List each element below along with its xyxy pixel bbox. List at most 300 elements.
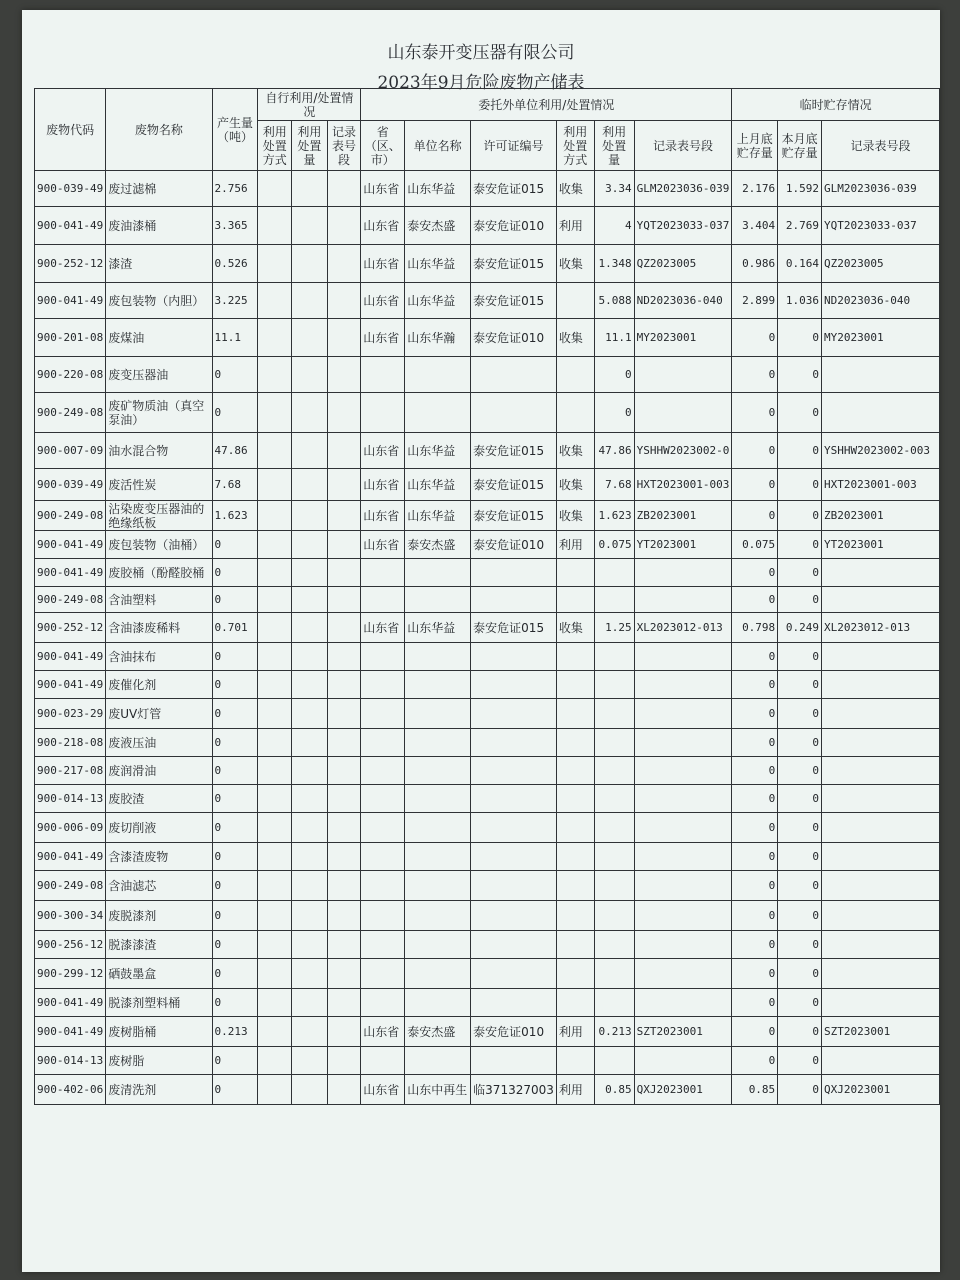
cell-method: 利用 (556, 1017, 594, 1047)
cell-record-no (634, 843, 732, 871)
cell-province (361, 393, 405, 433)
cell-self-record (327, 559, 361, 587)
cell-qty: 7.68 (594, 469, 634, 501)
cell-self-qty (292, 1017, 328, 1047)
cell-qty (594, 901, 634, 931)
cell-self-method (258, 357, 292, 393)
cell-province: 山东省 (361, 433, 405, 469)
cell-unit-name (405, 901, 471, 931)
table-row (35, 901, 940, 931)
header-entrust-group: 委托外单位利用/处置情况 (361, 89, 732, 121)
cell-qty: 0.85 (594, 1075, 634, 1105)
cell-waste-code: 900-201-08 (35, 319, 106, 357)
cell-method (556, 587, 594, 613)
cell-this-stock: 0 (778, 699, 822, 729)
cell-self-record (327, 501, 361, 531)
cell-amount: 3.225 (212, 283, 258, 319)
cell-province (361, 843, 405, 871)
cell-last-stock: 2.176 (732, 171, 778, 207)
cell-license-no (471, 757, 557, 785)
cell-self-method (258, 433, 292, 469)
cell-unit-name (405, 843, 471, 871)
cell-amount: 0 (212, 1075, 258, 1105)
cell-self-record (327, 587, 361, 613)
cell-amount: 0 (212, 901, 258, 931)
cell-province (361, 699, 405, 729)
cell-amount: 0 (212, 357, 258, 393)
cell-waste-code: 900-252-12 (35, 613, 106, 643)
header-province: 省（区、市） (361, 121, 405, 171)
table-row (35, 813, 940, 843)
cell-amount: 47.86 (212, 433, 258, 469)
cell-amount: 7.68 (212, 469, 258, 501)
cell-qty: 11.1 (594, 319, 634, 357)
table-row (35, 501, 940, 531)
cell-temp-record-no (822, 671, 940, 699)
cell-license-no: 泰安危证015 (471, 245, 557, 283)
table-row (35, 989, 940, 1017)
cell-unit-name: 山东华益 (405, 469, 471, 501)
document-title: 2023年9月危险废物产储表 (377, 73, 585, 93)
cell-license-no: 泰安危证010 (471, 1017, 557, 1047)
cell-temp-record-no (822, 959, 940, 989)
cell-last-stock: 0 (732, 843, 778, 871)
cell-amount: 0 (212, 989, 258, 1017)
cell-unit-name: 山东华益 (405, 501, 471, 531)
company-name: 山东泰开变压器有限公司 (387, 43, 575, 63)
cell-self-qty (292, 843, 328, 871)
cell-waste-name: 沾染废变压器油的绝缘纸板 (106, 501, 212, 531)
cell-record-no (634, 699, 732, 729)
cell-this-stock: 2.769 (778, 207, 822, 245)
cell-amount: 0 (212, 559, 258, 587)
cell-waste-name: 含油滤芯 (106, 871, 212, 901)
cell-self-method (258, 531, 292, 559)
cell-method (556, 729, 594, 757)
cell-last-stock: 0.075 (732, 531, 778, 559)
cell-unit-name (405, 393, 471, 433)
cell-last-stock: 0 (732, 729, 778, 757)
cell-province (361, 989, 405, 1017)
cell-province: 山东省 (361, 207, 405, 245)
cell-waste-name: 废清洗剂 (106, 1075, 212, 1105)
cell-self-qty (292, 531, 328, 559)
cell-self-qty (292, 871, 328, 901)
cell-qty (594, 871, 634, 901)
cell-self-method (258, 319, 292, 357)
cell-temp-record-no: QZ2023005 (822, 245, 940, 283)
cell-qty (594, 671, 634, 699)
cell-self-record (327, 469, 361, 501)
cell-this-stock: 0 (778, 959, 822, 989)
cell-license-no (471, 785, 557, 813)
cell-self-record (327, 613, 361, 643)
cell-waste-name: 含油抹布 (106, 643, 212, 671)
cell-unit-name: 泰安杰盛 (405, 1017, 471, 1047)
table-header (35, 89, 940, 171)
header-method: 利用处置方式 (556, 121, 594, 171)
cell-province (361, 871, 405, 901)
cell-waste-code: 900-249-08 (35, 393, 106, 433)
cell-this-stock: 0 (778, 843, 822, 871)
cell-amount: 0 (212, 671, 258, 699)
cell-this-stock: 1.592 (778, 171, 822, 207)
cell-record-no (634, 357, 732, 393)
cell-temp-record-no: HXT2023001-003 (822, 469, 940, 501)
cell-last-stock: 3.404 (732, 207, 778, 245)
cell-qty: 3.34 (594, 171, 634, 207)
hazardous-waste-table (34, 88, 940, 1105)
cell-temp-record-no (822, 393, 940, 433)
cell-province (361, 729, 405, 757)
cell-method: 收集 (556, 319, 594, 357)
cell-waste-code: 900-402-06 (35, 1075, 106, 1105)
cell-self-method (258, 171, 292, 207)
cell-amount: 0.213 (212, 1017, 258, 1047)
cell-last-stock: 0 (732, 959, 778, 989)
cell-unit-name (405, 643, 471, 671)
cell-unit-name: 泰安杰盛 (405, 207, 471, 245)
cell-waste-name: 废变压器油 (106, 357, 212, 393)
cell-self-method (258, 1047, 292, 1075)
cell-self-record (327, 757, 361, 785)
cell-self-method (258, 613, 292, 643)
cell-province: 山东省 (361, 283, 405, 319)
cell-waste-code: 900-041-49 (35, 843, 106, 871)
cell-method (556, 283, 594, 319)
cell-self-record (327, 357, 361, 393)
cell-this-stock: 0 (778, 469, 822, 501)
cell-license-no: 临371327003 (471, 1075, 557, 1105)
cell-waste-code: 900-023-29 (35, 699, 106, 729)
cell-waste-code: 900-249-08 (35, 871, 106, 901)
cell-amount: 0 (212, 785, 258, 813)
cell-record-no (634, 671, 732, 699)
cell-record-no (634, 587, 732, 613)
cell-temp-record-no: ND2023036-040 (822, 283, 940, 319)
cell-waste-name: 废催化剂 (106, 671, 212, 699)
cell-self-qty (292, 433, 328, 469)
cell-temp-record-no (822, 1047, 940, 1075)
cell-last-stock: 2.899 (732, 283, 778, 319)
cell-record-no: YQT2023033-037 (634, 207, 732, 245)
cell-record-no (634, 785, 732, 813)
cell-license-no: 泰安危证015 (471, 501, 557, 531)
cell-province (361, 559, 405, 587)
cell-province: 山东省 (361, 171, 405, 207)
cell-last-stock: 0 (732, 1017, 778, 1047)
cell-unit-name (405, 959, 471, 989)
cell-record-no: YT2023001 (634, 531, 732, 559)
cell-self-method (258, 587, 292, 613)
header-temp-group: 临时贮存情况 (732, 89, 940, 121)
cell-waste-code: 900-249-08 (35, 501, 106, 531)
cell-this-stock: 0 (778, 531, 822, 559)
cell-temp-record-no (822, 813, 940, 843)
cell-this-stock: 0 (778, 871, 822, 901)
cell-record-no (634, 931, 732, 959)
cell-last-stock: 0 (732, 1047, 778, 1075)
cell-temp-record-no: YT2023001 (822, 531, 940, 559)
cell-waste-name: 废树脂 (106, 1047, 212, 1075)
cell-record-no: ZB2023001 (634, 501, 732, 531)
cell-this-stock: 0 (778, 1017, 822, 1047)
cell-license-no (471, 813, 557, 843)
cell-amount: 0 (212, 643, 258, 671)
cell-record-no: ND2023036-040 (634, 283, 732, 319)
cell-self-record (327, 671, 361, 699)
cell-self-record (327, 785, 361, 813)
cell-self-record (327, 393, 361, 433)
cell-waste-name: 硒鼓墨盒 (106, 959, 212, 989)
cell-method: 收集 (556, 433, 594, 469)
cell-waste-code: 900-256-12 (35, 931, 106, 959)
cell-temp-record-no (822, 699, 940, 729)
header-self-group: 自行利用/处置情况 (258, 89, 361, 121)
cell-license-no (471, 729, 557, 757)
cell-qty (594, 757, 634, 785)
cell-waste-name: 废包装物（内胆） (106, 283, 212, 319)
cell-license-no (471, 671, 557, 699)
cell-qty: 1.623 (594, 501, 634, 531)
cell-license-no: 泰安危证015 (471, 613, 557, 643)
cell-temp-record-no (822, 785, 940, 813)
cell-last-stock: 0 (732, 433, 778, 469)
cell-record-no (634, 989, 732, 1017)
cell-self-method (258, 931, 292, 959)
cell-self-method (258, 813, 292, 843)
cell-method (556, 643, 594, 671)
cell-method: 收集 (556, 501, 594, 531)
cell-last-stock: 0 (732, 931, 778, 959)
cell-amount: 0 (212, 757, 258, 785)
cell-waste-name: 废切削液 (106, 813, 212, 843)
table-row (35, 729, 940, 757)
cell-last-stock: 0 (732, 393, 778, 433)
cell-temp-record-no (822, 931, 940, 959)
cell-waste-name: 含漆渣废物 (106, 843, 212, 871)
cell-record-no (634, 813, 732, 843)
table-row (35, 785, 940, 813)
cell-license-no (471, 393, 557, 433)
table-body (35, 171, 940, 1105)
cell-province (361, 785, 405, 813)
cell-unit-name (405, 729, 471, 757)
cell-self-method (258, 785, 292, 813)
cell-self-record (327, 245, 361, 283)
cell-waste-name: 废包装物（油桶） (106, 531, 212, 559)
cell-last-stock: 0 (732, 357, 778, 393)
cell-license-no: 泰安危证015 (471, 283, 557, 319)
cell-license-no: 泰安危证015 (471, 469, 557, 501)
cell-waste-code: 900-006-09 (35, 813, 106, 843)
cell-self-qty (292, 901, 328, 931)
table-row (35, 1047, 940, 1075)
cell-self-qty (292, 785, 328, 813)
cell-method: 利用 (556, 1075, 594, 1105)
cell-province: 山东省 (361, 245, 405, 283)
cell-this-stock: 0 (778, 357, 822, 393)
cell-self-method (258, 843, 292, 871)
cell-amount: 11.1 (212, 319, 258, 357)
cell-method (556, 757, 594, 785)
cell-self-record (327, 643, 361, 671)
cell-self-qty (292, 931, 328, 959)
cell-temp-record-no (822, 871, 940, 901)
cell-this-stock: 0 (778, 393, 822, 433)
cell-this-stock: 0 (778, 901, 822, 931)
cell-self-record (327, 729, 361, 757)
cell-amount: 0 (212, 393, 258, 433)
cell-amount: 0 (212, 813, 258, 843)
cell-qty: 5.088 (594, 283, 634, 319)
cell-temp-record-no: GLM2023036-039 (822, 171, 940, 207)
cell-qty: 0.213 (594, 1017, 634, 1047)
cell-self-qty (292, 393, 328, 433)
cell-waste-code: 900-041-49 (35, 643, 106, 671)
cell-amount: 0 (212, 959, 258, 989)
cell-amount: 0 (212, 871, 258, 901)
cell-waste-code: 900-217-08 (35, 757, 106, 785)
table-row (35, 1075, 940, 1105)
cell-unit-name: 山东华益 (405, 245, 471, 283)
header-self-record: 记录表号段 (327, 121, 361, 171)
cell-self-qty (292, 319, 328, 357)
cell-qty: 47.86 (594, 433, 634, 469)
cell-self-method (258, 989, 292, 1017)
cell-self-method (258, 559, 292, 587)
cell-method (556, 671, 594, 699)
cell-unit-name: 山东华益 (405, 613, 471, 643)
table-row (35, 283, 940, 319)
cell-method (556, 931, 594, 959)
cell-province: 山东省 (361, 531, 405, 559)
table-row (35, 531, 940, 559)
cell-province: 山东省 (361, 501, 405, 531)
cell-self-qty (292, 559, 328, 587)
cell-self-method (258, 283, 292, 319)
cell-qty (594, 989, 634, 1017)
cell-amount: 0 (212, 729, 258, 757)
cell-record-no: GLM2023036-039 (634, 171, 732, 207)
cell-record-no: QZ2023005 (634, 245, 732, 283)
cell-qty: 1.25 (594, 613, 634, 643)
cell-waste-code: 900-041-49 (35, 671, 106, 699)
cell-last-stock: 0 (732, 501, 778, 531)
cell-this-stock: 0 (778, 501, 822, 531)
cell-qty (594, 587, 634, 613)
cell-record-no: SZT2023001 (634, 1017, 732, 1047)
cell-province (361, 1047, 405, 1075)
cell-temp-record-no: QXJ2023001 (822, 1075, 940, 1105)
header-amount: 产生量（吨） (212, 89, 258, 171)
cell-self-record (327, 207, 361, 245)
cell-self-record (327, 171, 361, 207)
cell-unit-name: 山东华益 (405, 433, 471, 469)
cell-qty: 0 (594, 357, 634, 393)
cell-this-stock: 0 (778, 989, 822, 1017)
cell-amount: 0 (212, 531, 258, 559)
cell-qty: 4 (594, 207, 634, 245)
cell-qty (594, 931, 634, 959)
table-row (35, 433, 940, 469)
cell-record-no (634, 871, 732, 901)
cell-unit-name: 山东华益 (405, 171, 471, 207)
cell-self-method (258, 393, 292, 433)
cell-method: 利用 (556, 207, 594, 245)
table-row (35, 959, 940, 989)
cell-qty (594, 959, 634, 989)
cell-unit-name (405, 931, 471, 959)
cell-self-method (258, 1017, 292, 1047)
header-last-stock: 上月底贮存量 (732, 121, 778, 171)
cell-method (556, 699, 594, 729)
cell-last-stock: 0 (732, 871, 778, 901)
cell-temp-record-no (822, 843, 940, 871)
cell-temp-record-no: ZB2023001 (822, 501, 940, 531)
cell-waste-name: 含油塑料 (106, 587, 212, 613)
cell-amount: 0 (212, 843, 258, 871)
cell-record-no (634, 559, 732, 587)
cell-method: 利用 (556, 531, 594, 559)
cell-license-no: 泰安危证015 (471, 433, 557, 469)
cell-method (556, 901, 594, 931)
cell-record-no (634, 643, 732, 671)
cell-self-method (258, 501, 292, 531)
cell-waste-code: 900-007-09 (35, 433, 106, 469)
cell-last-stock: 0 (732, 319, 778, 357)
cell-license-no (471, 357, 557, 393)
cell-self-record (327, 813, 361, 843)
cell-record-no (634, 757, 732, 785)
cell-self-record (327, 531, 361, 559)
table-row (35, 643, 940, 671)
cell-waste-code: 900-039-49 (35, 171, 106, 207)
cell-last-stock: 0.798 (732, 613, 778, 643)
cell-waste-code: 900-014-13 (35, 1047, 106, 1075)
cell-self-record (327, 901, 361, 931)
cell-waste-code: 900-220-08 (35, 357, 106, 393)
cell-temp-record-no (822, 901, 940, 931)
cell-method: 收集 (556, 245, 594, 283)
header-self-qty: 利用处置量 (292, 121, 328, 171)
cell-amount: 2.756 (212, 171, 258, 207)
cell-waste-code: 900-300-34 (35, 901, 106, 931)
cell-amount: 0.526 (212, 245, 258, 283)
cell-qty (594, 813, 634, 843)
table-row (35, 469, 940, 501)
cell-method (556, 393, 594, 433)
table-row (35, 319, 940, 357)
cell-self-qty (292, 699, 328, 729)
cell-this-stock: 0 (778, 785, 822, 813)
cell-record-no: QXJ2023001 (634, 1075, 732, 1105)
cell-self-record (327, 959, 361, 989)
cell-qty (594, 1047, 634, 1075)
cell-self-qty (292, 245, 328, 283)
cell-license-no (471, 699, 557, 729)
cell-unit-name (405, 587, 471, 613)
cell-waste-name: 脱漆漆渣 (106, 931, 212, 959)
cell-record-no: HXT2023001-003 (634, 469, 732, 501)
cell-method (556, 785, 594, 813)
cell-waste-name: 废活性炭 (106, 469, 212, 501)
cell-license-no: 泰安危证010 (471, 531, 557, 559)
cell-self-qty (292, 501, 328, 531)
header-self-method: 利用处置方式 (258, 121, 292, 171)
cell-self-qty (292, 813, 328, 843)
cell-this-stock: 0 (778, 1075, 822, 1105)
